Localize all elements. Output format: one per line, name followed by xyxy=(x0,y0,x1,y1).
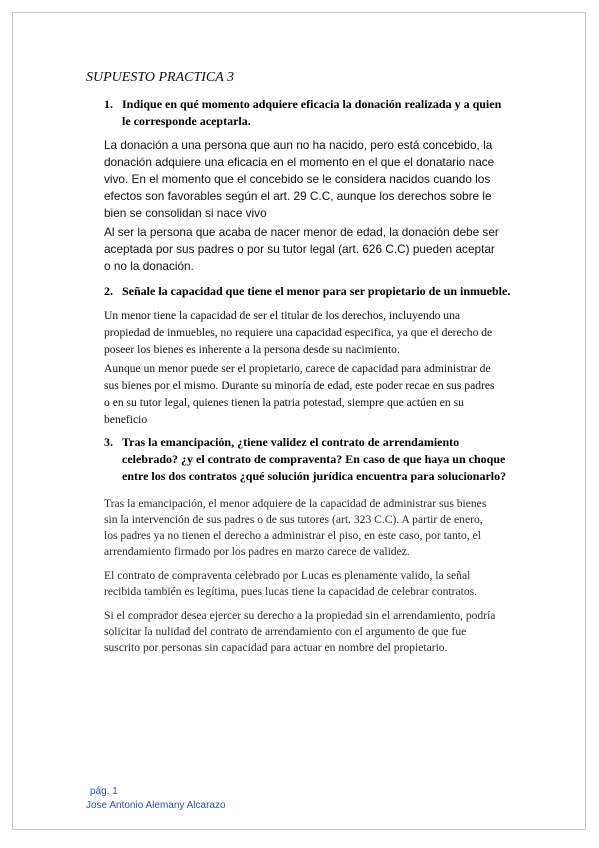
answer-paragraph xyxy=(104,360,495,428)
question-text xyxy=(122,96,501,130)
paragraph-line: Tras la emancipación, el menor adquiere de la capacidad de administrar sus bienes xyxy=(104,497,487,510)
paragraph-line: Si el comprador desea ejercer su derecho a la propiedad sin el arrendamiento, podría xyxy=(104,609,496,622)
paragraph-line: aceptada por sus padres o por su tutor legal (art. 626 C.C) pueden aceptar xyxy=(104,242,495,256)
paragraph-line: El contrato de compraventa celebrado por Lucas es plenamente valido, la señal xyxy=(104,569,471,582)
paragraph-line: suscrito por personas sin capacidad para actuar en nombre del propietario. xyxy=(104,641,448,654)
question-2 xyxy=(104,283,510,300)
paragraph-line: poseer los bienes es inherente a la persona desde su nacimiento. xyxy=(104,343,400,356)
answer-paragraph xyxy=(104,307,492,358)
answer-paragraph xyxy=(104,608,495,656)
paragraph-line: Al ser la persona que acaba de nacer menor de edad, la donación debe ser xyxy=(104,225,499,239)
paragraph-line: sus bienes por el mismo. Durante su minoría de edad, este poder recae en sus padres xyxy=(104,379,495,392)
paragraph-line: beneficio xyxy=(104,413,148,426)
answer-paragraph xyxy=(104,496,486,560)
question-number: 1. xyxy=(104,97,113,111)
question-number: 3. xyxy=(104,435,113,449)
question-line: Señale la capacidad que tiene el menor para ser propietario de un inmueble. xyxy=(122,284,511,298)
paragraph-line: vivo. En el momento que el concebido se le considera nacidos cuando los xyxy=(104,172,491,186)
question-1 xyxy=(104,96,501,130)
paragraph-line: Aunque un menor puede ser el propietario, carece de capacidad para administrar de xyxy=(104,362,491,375)
question-number: 2. xyxy=(104,284,113,298)
paragraph-line: efectos son favorables según el art. 29 C.C, aunque los derechos sobre le xyxy=(104,189,492,203)
question-line: Indique en qué momento adquiere eficacia la donación realizada y a quien xyxy=(122,97,502,111)
paragraph-line: los padres ya no tienen el derecho a administrar el piso, en este caso, por tanto, el xyxy=(104,529,481,542)
footer-author: Jose Antonio Alemany Alcarazo xyxy=(86,800,226,811)
question-line: entre los dos contratos ¿qué solución jurídica encuentra para solucionarlo? xyxy=(122,469,507,483)
paragraph-line: sin la intervención de sus padres o de sus tutores (art. 323 C.C). A partir de enero, xyxy=(104,513,483,526)
question-line: celebrado? ¿y el contrato de compraventa? En caso de que haya un choque xyxy=(122,452,506,466)
paragraph-line: propiedad de inmuebles, no requiere una capacidad especifica, ya que el derecho de xyxy=(104,326,493,339)
question-text xyxy=(122,283,510,300)
paragraph-line: bien se consolidan si nace vivo xyxy=(104,206,267,220)
question-line: le corresponde aceptarla. xyxy=(122,114,251,128)
paragraph-line: recibida también es legítima, pues lucas tiene la capacidad de celebrar contratos. xyxy=(104,585,478,598)
paragraph-line: Un menor tiene la capacidad de ser el titular de los derechos, incluyendo una xyxy=(104,309,461,322)
question-3 xyxy=(104,434,506,485)
answer-paragraph xyxy=(104,224,499,275)
answer-paragraph xyxy=(104,568,477,600)
paragraph-line: arrendamiento firmado por los padres en marzo carece de validez. xyxy=(104,545,410,558)
paragraph-line: solicitar la nulidad del contrato de arrendamiento con el argumento de que fue xyxy=(104,625,467,638)
paragraph-line: La donación a una persona que aun no ha nacido, pero está concebido, la xyxy=(104,138,493,152)
question-line: Tras la emancipación, ¿tiene validez el contrato de arrendamiento xyxy=(122,435,460,449)
answer-paragraph xyxy=(104,137,494,222)
document-title: SUPUESTO PRACTICA 3 xyxy=(86,70,235,85)
paragraph-line: o en su tutor legal, quienes tienen la patria potestad, siempre que actúen en su xyxy=(104,396,464,409)
question-text xyxy=(122,434,506,485)
paragraph-line: donación adquiere una eficacia en el momento en el que el donatario nace xyxy=(104,155,495,169)
paragraph-line: o no la donación. xyxy=(104,259,194,273)
page-number: pág. 1 xyxy=(90,786,118,797)
